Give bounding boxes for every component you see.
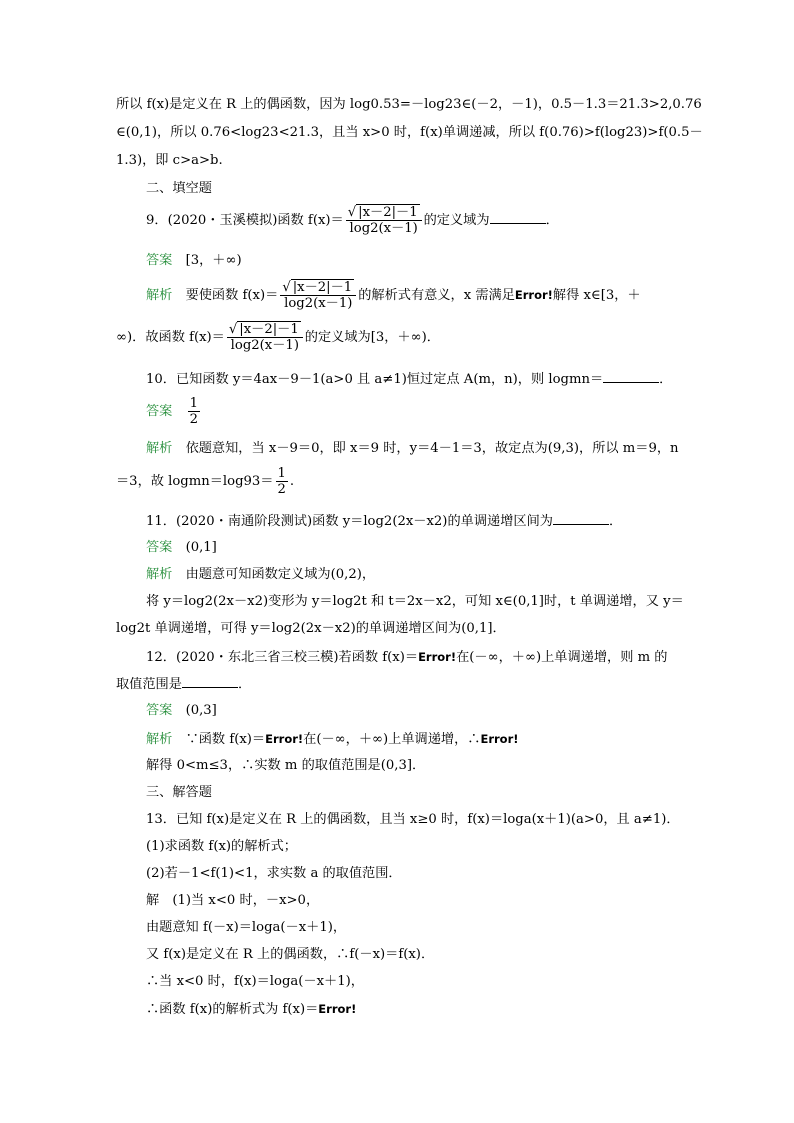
sqrt-sign: √	[282, 280, 291, 295]
answer-label: 答案	[146, 404, 173, 419]
q10-analysis-num: 1	[277, 466, 286, 481]
q9-denominator: log2(x－1)	[349, 221, 418, 236]
answer-label: 答案	[146, 703, 173, 718]
q9-analysis-1	[146, 280, 641, 311]
question-12	[146, 648, 667, 667]
q11-analysis-3: log2t 单调递增，可得 y＝log2(2x－x2)的单调递增区间为(0,1]．	[116, 621, 506, 636]
error-token: Error!	[480, 732, 519, 746]
q9-analysis-numerator: |x－2|－1	[292, 280, 353, 295]
error-token: Error!	[265, 732, 304, 746]
q9-analysis-line2-pre: ∞)．故函数 f(x)＝	[116, 330, 225, 345]
q12-line2-text: 取值范围是	[116, 677, 182, 692]
analysis-label: 解析	[146, 567, 173, 582]
q13-part-2: (2)若－1<f(1)<1，求实数 a 的取值范围．	[146, 866, 402, 881]
q11-analysis-text: 由题意可知函数定义域为(0,2)，	[185, 567, 376, 582]
q11-answer: (0,1]	[185, 540, 217, 555]
answer-blank	[603, 370, 659, 383]
q11-analysis-2: 将 y＝log2(2x－x2)变形为 y＝log2t 和 t＝2x－x2，可知 x∈(0,1]时，t 单调递增，又 y＝	[146, 594, 684, 609]
q12-analysis-2: 解得 0<m≤3，∴实数 m 的取值范围是(0,3]．	[146, 758, 426, 773]
q9-analysis-text: 要使函数 f(x)＝	[185, 288, 279, 303]
q10-answer-line	[146, 396, 202, 427]
q10-analysis-den: 2	[277, 482, 286, 497]
q10-answer-num: 1	[189, 396, 198, 411]
q9-analysis-2	[116, 322, 440, 353]
q12-lead: 12．(2020・东北三省三校三模)若函数 f(x)＝	[146, 650, 419, 665]
prev-line-3: 1.3)，即 c>a>b.	[116, 153, 223, 168]
q13-solution-5	[146, 1000, 356, 1019]
q9-lead: 9．(2020・玉溪模拟)函数 f(x)＝	[146, 213, 344, 228]
question-11: 11．(2020・南通阶段测试)函数 y＝log2(2x－x2)的单调递增区间为 ．	[146, 514, 623, 529]
q12-analysis-1	[146, 730, 518, 749]
q10-analysis-line2: ＝3，故 logmn＝log93＝	[116, 474, 274, 489]
q9-fraction	[346, 205, 422, 236]
answer-label: 答案	[146, 540, 173, 555]
q10-analysis-fraction	[276, 466, 288, 497]
sqrt-sign: √	[347, 205, 357, 220]
q13-solution-1: 解 (1)当 x<0 时，－x>0，	[146, 893, 320, 908]
prev-line-2: ∈(0,1)，所以 0.76<log23<21.3，且当 x>0 时，f(x)单调递减，所以 f(0.76)>f(log23)>f(0.5－	[116, 125, 703, 140]
answer-blank	[182, 675, 238, 688]
q12-analysis-mid: 在(－∞，＋∞)上单调递增，∴	[303, 732, 481, 747]
q13-solution-3: 又 f(x)是定义在 R 上的偶函数，∴f(－x)＝f(x)．	[146, 947, 435, 962]
analysis-label: 解析	[146, 732, 173, 747]
q10-lead: 10．已知函数 y＝4ax－9－1(a>0 且 a≠1)恒过定点 A(m，n)，则 logmn＝	[146, 372, 604, 387]
section-heading-solve: 三、解答题	[146, 785, 212, 800]
error-token: Error!	[418, 650, 457, 664]
prev-line-1: 所以 f(x)是定义在 R 上的偶函数，因为 log0.53=－log23∈(－2，－1)，0.5－1.3＝21.3>2,0.76	[116, 97, 702, 112]
answer-label: 答案	[146, 253, 173, 268]
q9-numerator: |x－2|－1	[358, 205, 418, 220]
q9-tail: 的定义域为	[423, 213, 490, 228]
q13-solution-2: 由题意知 f(－x)＝loga(－x＋1)，	[146, 920, 347, 935]
q12-answer-line	[146, 702, 217, 720]
q10-analysis-1	[146, 440, 679, 458]
q13-solution-5-text: ∴函数 f(x)的解析式为 f(x)＝	[146, 1002, 319, 1017]
q11-answer-line	[146, 539, 217, 557]
q9-analysis-text-3: 解得 x∈[3，＋	[552, 288, 641, 303]
q10-answer-fraction	[188, 396, 200, 427]
q11-lead: 11．(2020・南通阶段测试)函数 y＝log2(2x－x2)的单调递增区间为	[146, 514, 553, 529]
q9-analysis-line2-post: 的定义域为[3，＋∞)．	[304, 330, 440, 345]
sqrt-sign: √	[228, 322, 238, 337]
q10-answer-den: 2	[189, 412, 198, 427]
answer-blank	[553, 512, 609, 525]
q12-lead-post: 在(－∞，＋∞)上单调递增，则 m 的	[456, 650, 668, 665]
q10-analysis-2: ＝3，故 logmn＝log93＝ $\frac{1}{2}$ .	[116, 466, 295, 497]
q11-analysis-1	[146, 566, 375, 584]
q9-answer: [3，＋∞)	[185, 253, 242, 268]
error-token: Error!	[514, 288, 553, 302]
q9-analysis2-denominator: log2(x－1)	[230, 338, 299, 353]
q12-line-2: 取值范围是 ．	[116, 677, 252, 692]
question-13: 13．已知 f(x)是定义在 R 上的偶函数，且当 x≥0 时，f(x)＝loga(x＋1)(a>0，且 a≠1)．	[146, 812, 680, 827]
q9-analysis2-numerator: |x－2|－1	[239, 322, 299, 337]
question-9: 9．(2020・玉溪模拟)函数 f(x)＝ $\frac{√ |x-2|-1}{\log 2(x-1)}$ 的定义域为 ．	[146, 205, 559, 236]
answer-blank	[490, 211, 546, 224]
q13-solution-4: ∴当 x<0 时，f(x)＝loga(－x＋1)，	[146, 974, 364, 989]
q9-analysis-denominator: log2(x－1)	[284, 296, 353, 311]
question-10: 10．已知函数 y＝4ax－9－1(a>0 且 a≠1)恒过定点 A(m，n)，则 logmn＝ ．	[146, 372, 673, 387]
q10-analysis-text: 依题意知，当 x－9＝0，即 x＝9 时，y＝4－1＝3，故定点为(9,3)，所以 m＝9，n	[185, 441, 679, 456]
analysis-label: 解析	[146, 441, 173, 456]
q12-answer: (0,3]	[185, 703, 217, 718]
analysis-label: 解析	[146, 288, 173, 303]
section-heading-fill: 二、填空题	[146, 181, 212, 196]
q13-part-1: (1)求函数 f(x)的解析式；	[146, 839, 297, 854]
q9-analysis-fraction	[280, 280, 356, 311]
q9-answer-line	[146, 252, 242, 270]
q9-analysis-fraction-2	[227, 322, 303, 353]
q12-analysis-text: ∵函数 f(x)＝	[185, 732, 266, 747]
q9-analysis-text-2: 的解析式有意义，x 需满足	[358, 288, 515, 303]
error-token: Error!	[318, 1002, 357, 1016]
